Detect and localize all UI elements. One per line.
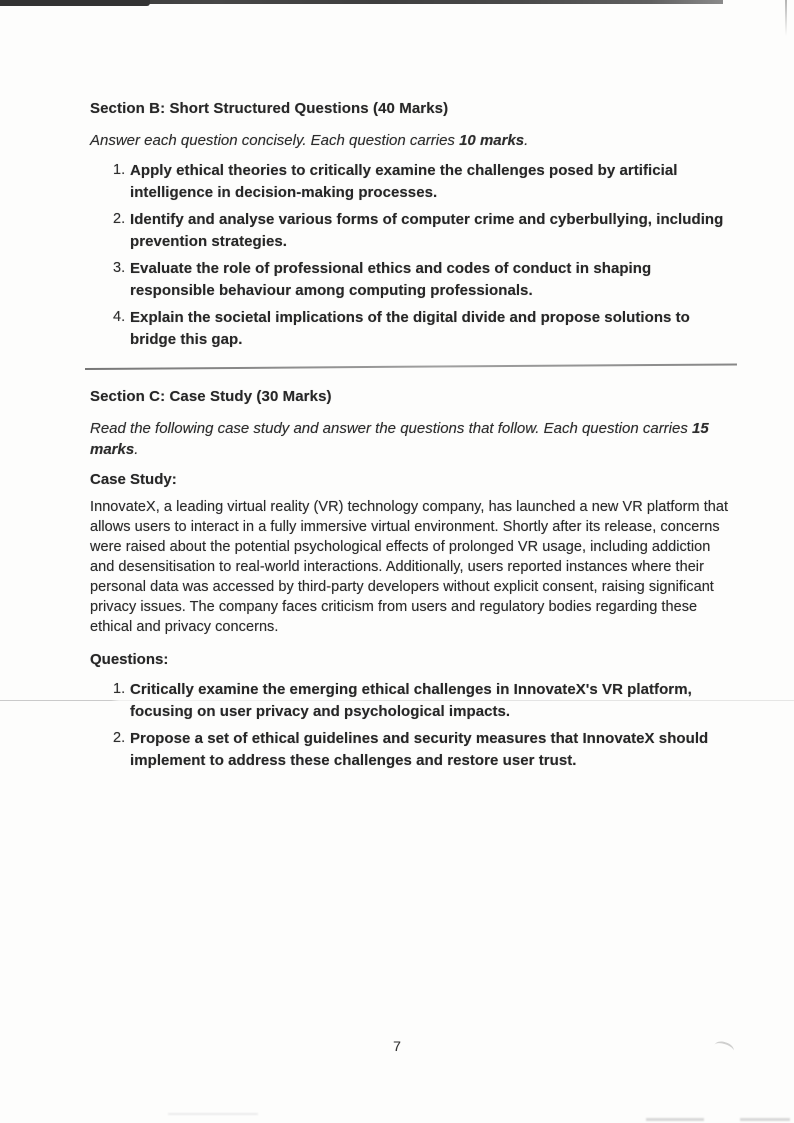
list-item bbox=[90, 160, 738, 203]
scan-smudge-bottom-3 bbox=[168, 1113, 258, 1115]
section-b-heading: Section B: Short Structured Questions (40 Marks) bbox=[90, 100, 449, 117]
question-number: 2. bbox=[113, 211, 126, 227]
question-number: 4. bbox=[113, 309, 126, 325]
document-content bbox=[90, 98, 738, 777]
list-item bbox=[90, 728, 738, 771]
section-c-heading: Section C: Case Study (30 Marks) bbox=[90, 388, 332, 405]
case-study-paragraph: InnovateX, a leading virtual reality (VR) technology company, has launched a new VR platform that allows users to interact in a fully immersive virtual environment. Shortly after its release, concerns were raised about the potential psychological effects of prolonged VR usage, including addiction and desensitisation to real-world interactions. Additionally, users reported instances where their personal data was accessed by third-party developers without explicit consent, raising significant privacy issues. The company faces criticism from users and regulatory bodies regarding these ethical and privacy concerns. bbox=[90, 499, 729, 635]
question-text: Apply ethical theories to critically examine the challenges posed by artificial intelligence in decision-making processes. bbox=[130, 162, 678, 201]
question-number: 3. bbox=[113, 260, 126, 276]
question-number: 1. bbox=[113, 681, 126, 697]
section-b-instruction bbox=[90, 130, 738, 151]
question-number: 2. bbox=[113, 730, 126, 746]
section-b-marks-emphasis: 10 marks bbox=[459, 132, 525, 149]
scan-smudge-bottom-1 bbox=[646, 1118, 704, 1121]
section-c-instruction-text: Read the following case study and answer the questions that follow. Each question carries bbox=[90, 420, 693, 437]
question-text: Explain the societal implications of the digital divide and propose solutions to bridge this gap. bbox=[130, 309, 690, 348]
list-item bbox=[90, 307, 738, 350]
section-c-instruction bbox=[90, 418, 738, 460]
scan-artifact-top-left bbox=[0, 0, 150, 6]
questions-label: Questions: bbox=[90, 651, 169, 668]
list-item bbox=[90, 209, 738, 252]
section-b-instruction-text: Answer each question concisely. Each question carries bbox=[90, 132, 460, 149]
question-text: Critically examine the emerging ethical challenges in InnovateX's VR platform, focusing on user privacy and psychological impacts. bbox=[130, 681, 692, 720]
question-text: Propose a set of ethical guidelines and security measures that InnovateX should implement to address these challenges and restore user trust. bbox=[130, 730, 709, 769]
question-text: Identify and analyse various forms of computer crime and cyberbullying, including prevention strategies. bbox=[130, 211, 724, 250]
question-text: Evaluate the role of professional ethics and codes of conduct in shaping responsible behaviour among computing professionals. bbox=[130, 260, 652, 299]
section-divider-line bbox=[85, 363, 737, 370]
scan-smudge-bottom-2 bbox=[740, 1118, 790, 1121]
scan-artifact-top-right-line bbox=[785, 0, 787, 36]
list-item bbox=[90, 258, 738, 301]
case-study-label: Case Study: bbox=[90, 471, 177, 488]
section-b-instruction-period: . bbox=[524, 132, 529, 149]
section-c-question-list bbox=[90, 679, 738, 771]
list-item bbox=[90, 679, 738, 722]
question-number: 1. bbox=[113, 162, 126, 178]
section-b-question-list bbox=[90, 160, 738, 350]
section-c-marks-emphasis: 15 marks bbox=[90, 420, 709, 458]
section-c-instruction-period: . bbox=[134, 441, 139, 458]
page-number: 7 bbox=[393, 1038, 401, 1054]
